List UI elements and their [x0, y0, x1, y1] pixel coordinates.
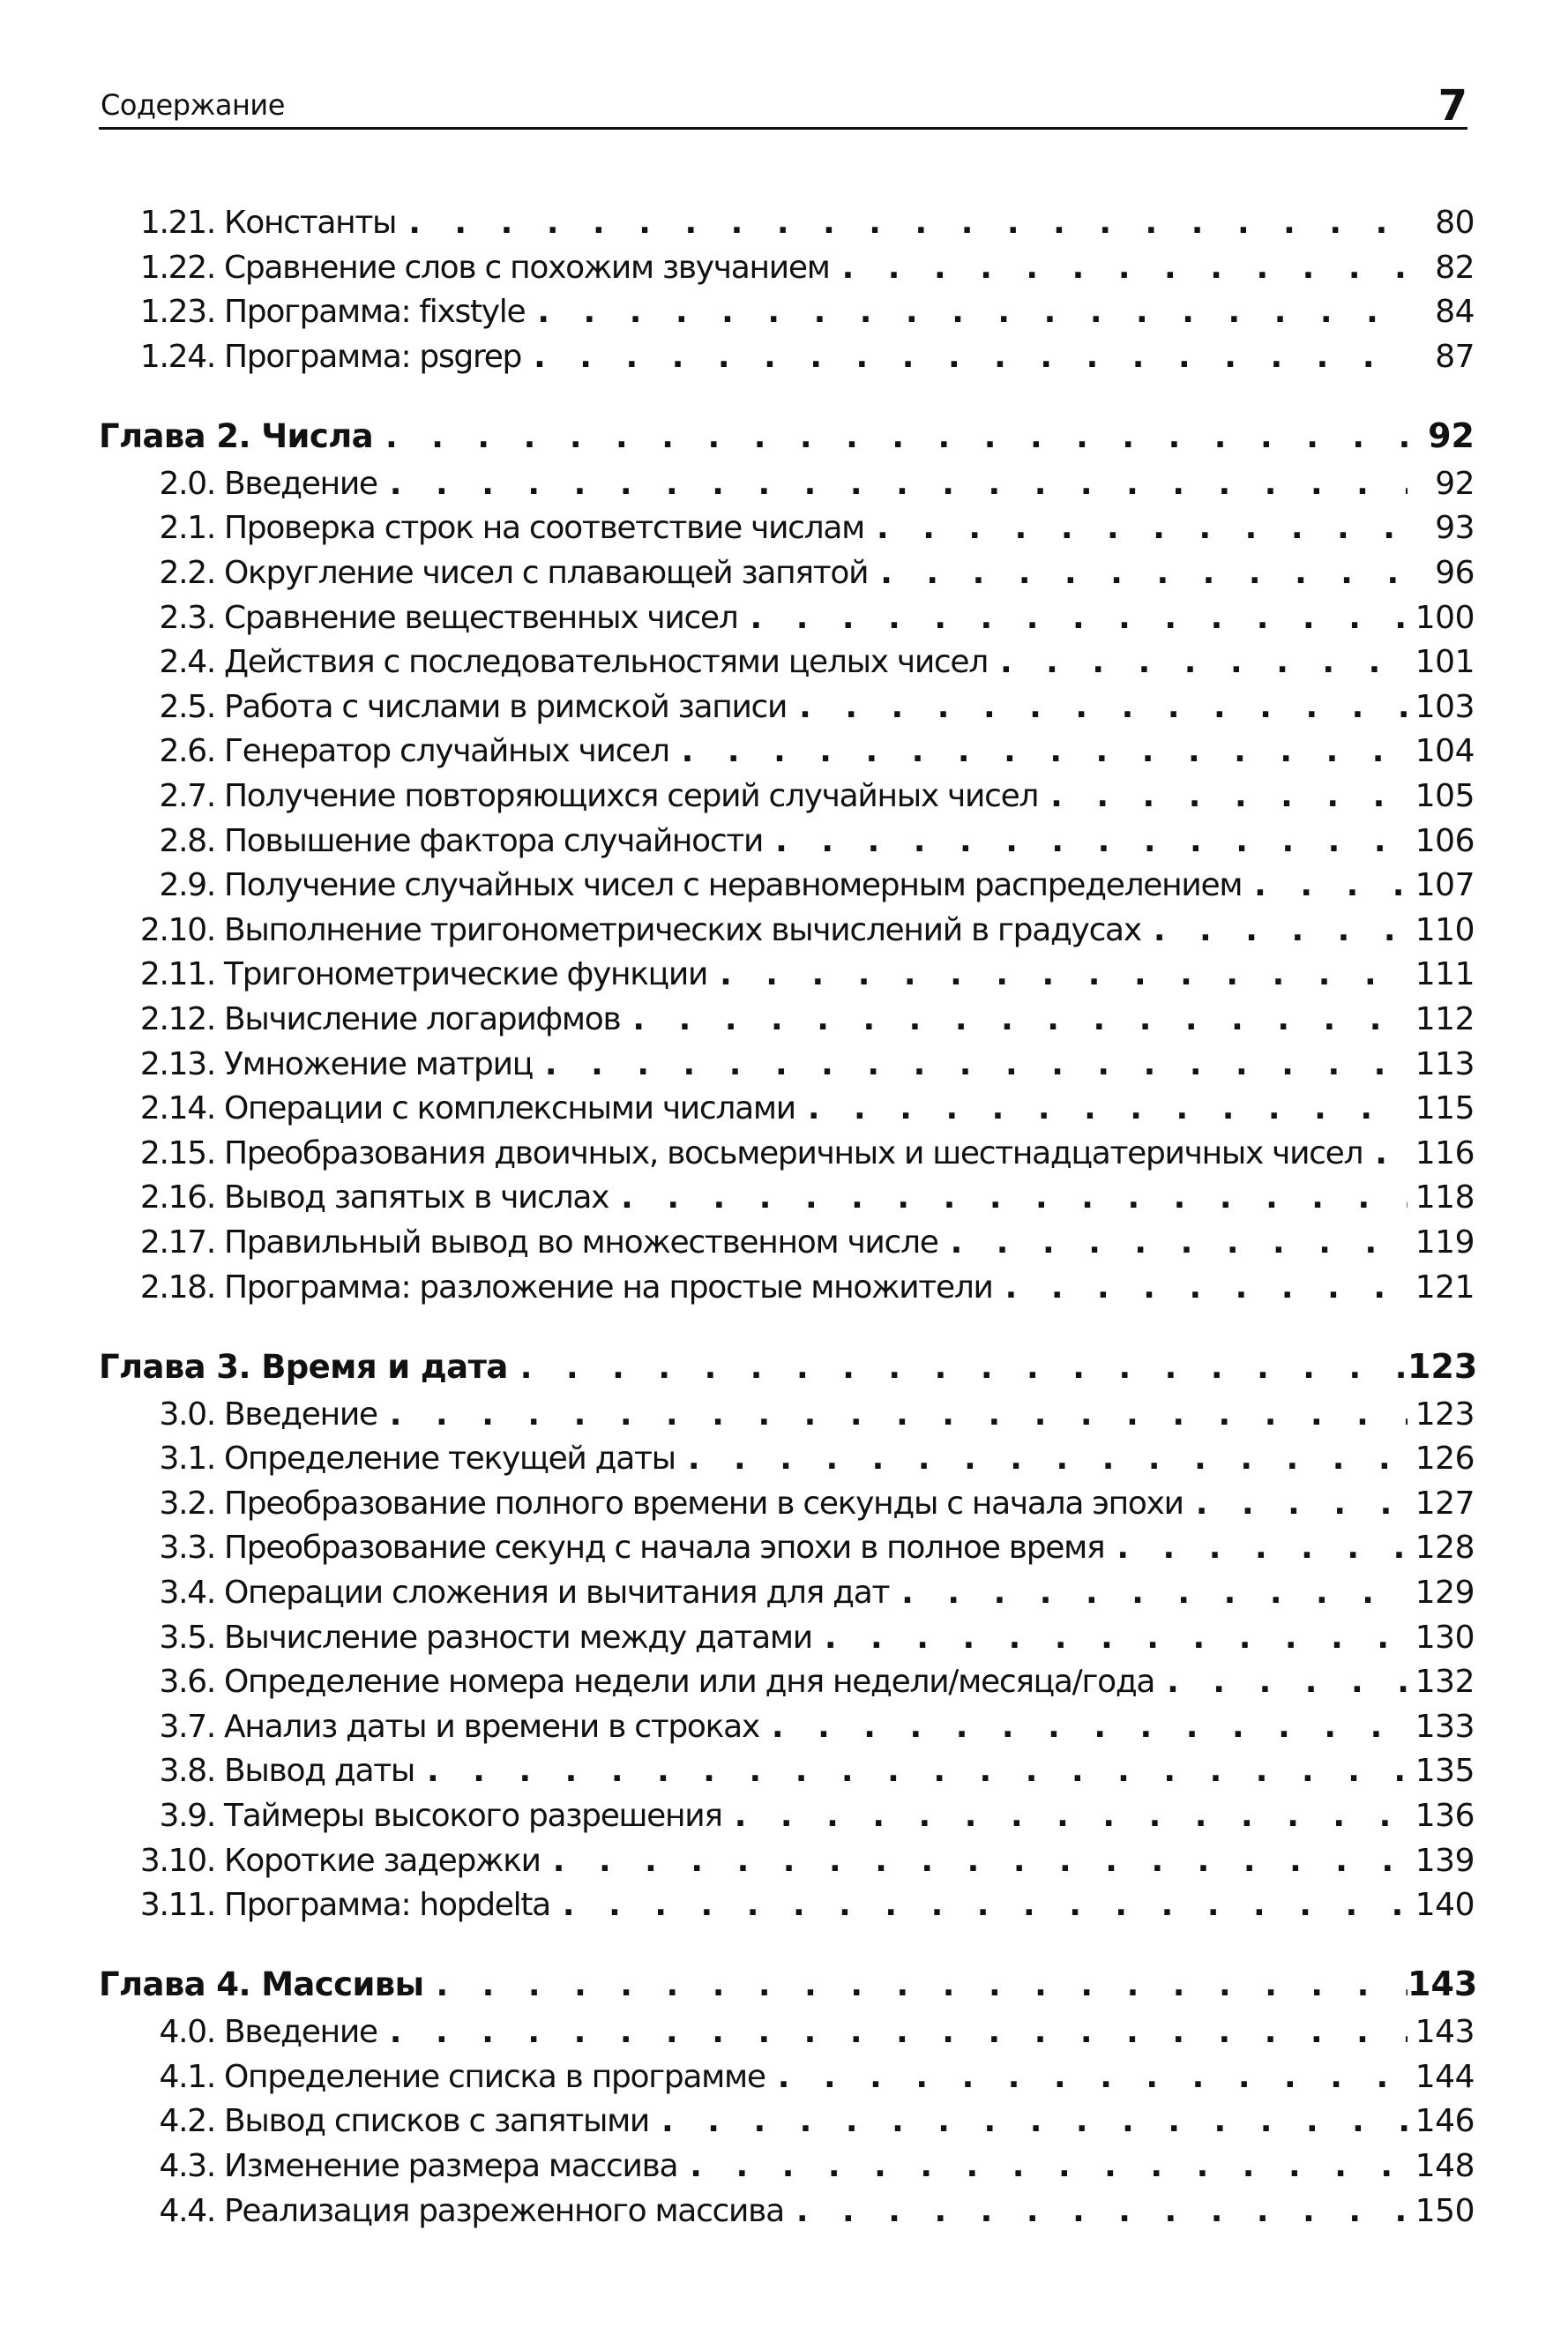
toc-section-title: Сравнение слов с похожим звучанием	[224, 249, 830, 286]
toc-chapter-entry	[99, 416, 1475, 459]
toc-section-entry	[99, 1575, 1475, 1617]
toc-leader-dots	[525, 294, 1407, 330]
toc-page-number: 148	[1415, 2148, 1475, 2184]
toc-section-entry	[99, 1843, 1475, 1885]
toc-page-number: 126	[1415, 1441, 1475, 1478]
toc-leader-dots	[864, 510, 1407, 546]
toc-leader-dots	[677, 2148, 1407, 2184]
toc-entry-label	[99, 1001, 620, 1037]
running-header-title: Содержание	[101, 88, 285, 122]
toc-section-number: 2.13.	[139, 1045, 215, 1082]
toc-section-entry	[99, 644, 1475, 686]
toc-section-number: 2.5.	[159, 688, 215, 725]
toc-section-entry	[99, 2193, 1475, 2235]
toc-entry-label	[99, 1090, 795, 1126]
toc-section-number: 2.9.	[159, 867, 215, 904]
toc-leader-dots	[722, 1798, 1407, 1834]
toc-leader-dots	[373, 419, 1407, 455]
toc-leader-dots	[812, 1620, 1407, 1656]
toc-section-title: Вывод даты	[224, 1753, 415, 1790]
toc-page-number: 119	[1415, 1224, 1475, 1261]
table-of-contents	[99, 0, 1478, 2350]
toc-section-number: 4.4.	[159, 2192, 215, 2229]
toc-entry-label	[99, 1664, 1154, 1700]
toc-section-title: Получение повторяющихся серий случайных чисел	[224, 778, 1039, 814]
toc-section-title: Выполнение тригонометрических вычислений в градусах	[224, 911, 1141, 948]
toc-section-number: 3.4.	[159, 1575, 215, 1611]
toc-section-number: 3.2.	[159, 1485, 215, 1522]
toc-section-number: 4.1.	[159, 2058, 215, 2095]
toc-entry-label	[99, 1396, 377, 1433]
toc-section-number: 1.21.	[139, 205, 215, 241]
toc-section-entry	[99, 1753, 1475, 1795]
toc-leader-dots	[550, 1887, 1407, 1923]
toc-page-number: 113	[1415, 1045, 1475, 1082]
toc-section-title: Операции сложения и вычитания для дат	[224, 1575, 890, 1611]
toc-section-title: Действия с последовательностями целых чисел	[224, 644, 988, 681]
toc-chapter-title: Глава 3. Время и дата	[99, 1347, 508, 1386]
toc-entry-label	[99, 2148, 677, 2184]
toc-section-title: Работа с числами в римской записи	[224, 688, 788, 725]
toc-entry-label	[99, 778, 1038, 814]
toc-section-entry	[99, 1001, 1475, 1044]
toc-leader-dots	[707, 956, 1407, 992]
toc-entry-label	[99, 1046, 533, 1082]
toc-entry-label	[99, 1530, 1104, 1566]
toc-section-number: 4.2.	[159, 2103, 215, 2140]
toc-section-number: 4.3.	[159, 2148, 215, 2184]
toc-page-number: 135	[1415, 1753, 1475, 1790]
toc-section-title: Программа: psgrep	[224, 338, 522, 375]
toc-leader-dots	[1183, 1486, 1407, 1522]
toc-section-entry	[99, 1709, 1475, 1751]
toc-leader-dots	[609, 1179, 1407, 1216]
toc-leader-dots	[377, 2014, 1407, 2050]
toc-section-entry	[99, 778, 1475, 820]
toc-section-number: 2.6.	[159, 733, 215, 770]
toc-entry-label	[99, 339, 521, 375]
toc-leader-dots	[377, 466, 1407, 502]
toc-entry-label	[99, 867, 1242, 903]
toc-entry-label	[99, 1179, 609, 1216]
toc-section-number: 3.7.	[159, 1708, 215, 1745]
toc-section-number: 2.2.	[159, 555, 215, 591]
toc-entry-label	[99, 823, 763, 859]
toc-section-title: Программа: разложение на простые множители	[224, 1269, 993, 1306]
toc-leader-dots	[830, 250, 1407, 286]
toc-section-title: Определение списка в программе	[224, 2058, 765, 2095]
toc-leader-dots	[1038, 778, 1407, 814]
toc-section-title: Повышение фактора случайности	[224, 822, 764, 859]
toc-page-number: 128	[1415, 1530, 1475, 1567]
toc-page-number: 110	[1415, 911, 1475, 948]
toc-page-number: 118	[1415, 1179, 1475, 1216]
toc-leader-dots	[521, 339, 1407, 375]
toc-entry-label	[99, 1887, 550, 1923]
toc-section-entry	[99, 1486, 1475, 1528]
toc-page-number: 84	[1435, 294, 1475, 331]
toc-section-title: Вывод списков с запятыми	[224, 2103, 650, 2140]
toc-section-number: 4.0.	[159, 2014, 215, 2051]
toc-leader-dots	[795, 1090, 1407, 1126]
toc-page-number: 130	[1415, 1619, 1475, 1656]
toc-section-entry	[99, 1664, 1475, 1706]
toc-section-number: 3.9.	[159, 1798, 215, 1834]
toc-leader-dots	[533, 1046, 1407, 1082]
toc-leader-dots	[377, 1396, 1407, 1433]
toc-page-number: 140	[1415, 1887, 1475, 1924]
toc-entry-label	[99, 733, 669, 769]
toc-section-number: 2.11.	[139, 956, 215, 993]
toc-page-number: 143	[1415, 2014, 1475, 2051]
toc-section-number: 3.3.	[159, 1530, 215, 1567]
toc-leader-dots	[620, 1001, 1407, 1037]
toc-section-entry	[99, 1887, 1475, 1929]
toc-page-number: 144	[1415, 2058, 1475, 2095]
toc-section-title: Правильный вывод во множественном числе	[224, 1224, 938, 1261]
toc-entry-label	[99, 2193, 784, 2229]
toc-section-number: 2.1.	[159, 510, 215, 547]
toc-entry-label	[99, 600, 738, 636]
toc-entry-label	[99, 644, 988, 680]
toc-entry-label	[99, 1348, 508, 1386]
toc-entry-label	[99, 912, 1141, 948]
toc-section-number: 1.23.	[139, 294, 215, 331]
toc-entry-label	[99, 2014, 377, 2050]
toc-section-number: 3.10.	[139, 1842, 215, 1879]
toc-page-number: 129	[1415, 1575, 1475, 1611]
toc-leader-dots	[508, 1350, 1407, 1386]
toc-section-title: Определение текущей даты	[224, 1441, 676, 1478]
toc-leader-dots	[396, 205, 1407, 241]
toc-page-number: 136	[1415, 1798, 1475, 1834]
toc-page-number: 127	[1415, 1485, 1475, 1522]
toc-entry-label	[99, 956, 707, 992]
toc-page-number: 93	[1435, 510, 1475, 547]
toc-section-title: Преобразование секунд с начала эпохи в полное время	[224, 1530, 1105, 1567]
toc-section-title: Генератор случайных чисел	[224, 733, 669, 770]
toc-leader-dots	[988, 644, 1407, 680]
toc-section-entry	[99, 2014, 1475, 2056]
toc-page-number: 96	[1435, 555, 1475, 591]
toc-section-number: 2.16.	[139, 1179, 215, 1216]
toc-section-entry	[99, 600, 1475, 642]
toc-chapter-title: Глава 2. Числа	[99, 416, 374, 455]
toc-page-number: 139	[1415, 1842, 1475, 1879]
toc-section-entry	[99, 823, 1475, 865]
toc-section-entry	[99, 1620, 1475, 1662]
toc-leader-dots	[1154, 1664, 1407, 1700]
toc-section-entry	[99, 510, 1475, 552]
toc-section-entry	[99, 912, 1475, 954]
toc-section-entry	[99, 250, 1475, 292]
toc-section-entry	[99, 555, 1475, 597]
toc-section-title: Вывод запятых в числах	[224, 1179, 609, 1216]
toc-entry-label	[99, 466, 377, 502]
toc-section-number: 2.12.	[139, 1001, 215, 1037]
toc-section-number: 3.1.	[159, 1441, 215, 1478]
toc-entry-label	[99, 555, 868, 591]
toc-entry-label	[99, 1486, 1183, 1522]
toc-section-title: Проверка строк на соответствие числам	[224, 510, 864, 547]
toc-page-number: 82	[1435, 249, 1475, 286]
toc-leader-dots	[1242, 867, 1407, 903]
toc-section-number: 2.4.	[159, 644, 215, 681]
toc-chapter-entry	[99, 1965, 1478, 2007]
toc-section-number: 2.10.	[139, 911, 215, 948]
page-number: 7	[1437, 81, 1467, 131]
toc-entry-label	[99, 510, 864, 546]
toc-leader-dots	[1141, 912, 1407, 948]
toc-leader-dots	[738, 600, 1408, 636]
toc-page-number: 80	[1435, 205, 1475, 241]
toc-section-number: 1.22.	[139, 249, 215, 286]
toc-section-number: 2.7.	[159, 778, 215, 814]
toc-leader-dots	[784, 2193, 1407, 2229]
toc-entry-label	[99, 250, 830, 286]
toc-section-title: Таймеры высокого разрешения	[224, 1798, 722, 1834]
toc-page-number: 133	[1415, 1708, 1475, 1745]
toc-leader-dots	[759, 1709, 1407, 1745]
toc-entry-label	[99, 2059, 765, 2095]
toc-chapter-entry	[99, 1346, 1478, 1389]
toc-leader-dots	[763, 823, 1407, 859]
toc-entry-label	[99, 1843, 541, 1879]
toc-page-number: 150	[1415, 2192, 1475, 2229]
toc-section-number: 2.8.	[159, 822, 215, 859]
toc-page-number: 107	[1415, 867, 1475, 904]
toc-section-entry	[99, 867, 1475, 909]
toc-entry-label	[99, 1269, 993, 1306]
toc-page-number: 123	[1407, 1346, 1478, 1386]
toc-entry-label	[99, 1753, 414, 1789]
toc-section-number: 3.5.	[159, 1619, 215, 1656]
toc-leader-dots	[889, 1575, 1407, 1611]
toc-section-title: Тригонометрические функции	[224, 956, 708, 993]
toc-leader-dots	[649, 2103, 1407, 2139]
toc-section-number: 3.11.	[139, 1887, 215, 1924]
toc-section-entry	[99, 1269, 1475, 1312]
toc-section-entry	[99, 1179, 1475, 1222]
toc-section-entry	[99, 1441, 1475, 1483]
toc-section-entry	[99, 2148, 1475, 2190]
toc-page-number: 100	[1415, 599, 1475, 636]
toc-leader-dots	[1363, 1135, 1407, 1171]
toc-section-entry	[99, 1135, 1475, 1178]
toc-entry-label	[99, 1965, 423, 2003]
toc-section-entry	[99, 339, 1475, 381]
toc-page-number: 115	[1415, 1090, 1475, 1127]
toc-section-entry	[99, 205, 1475, 247]
toc-section-number: 3.6.	[159, 1664, 215, 1701]
toc-entry-label	[99, 205, 396, 241]
toc-section-entry	[99, 1396, 1475, 1439]
toc-section-entry	[99, 1798, 1475, 1840]
toc-section-title: Операции с комплексными числами	[224, 1090, 795, 1127]
toc-page-number: 92	[1428, 415, 1475, 455]
toc-section-number: 2.3.	[159, 599, 215, 636]
toc-page-number: 87	[1435, 338, 1475, 375]
toc-chapter-title: Глава 4. Массивы	[99, 1965, 424, 2004]
toc-section-title: Вычисление логарифмов	[224, 1001, 621, 1037]
toc-leader-dots	[1104, 1530, 1407, 1566]
toc-section-entry	[99, 733, 1475, 775]
toc-page-number: 103	[1415, 688, 1475, 725]
toc-entry-label	[99, 294, 525, 330]
toc-page-number: 132	[1415, 1664, 1475, 1701]
toc-page-number: 121	[1415, 1269, 1475, 1306]
toc-entry-label	[99, 1441, 676, 1477]
toc-entry-label	[99, 1709, 759, 1745]
toc-entry-label	[99, 1798, 722, 1834]
toc-section-title: Умножение матриц	[224, 1045, 533, 1082]
toc-leader-dots	[787, 689, 1407, 725]
toc-section-title: Введение	[224, 1396, 377, 1433]
toc-page-number: 116	[1415, 1134, 1475, 1171]
toc-section-title: Программа: fixstyle	[224, 294, 526, 331]
toc-section-title: Округление чисел с плавающей запятой	[224, 555, 869, 591]
toc-section-number: 2.18.	[139, 1269, 215, 1306]
toc-section-entry	[99, 956, 1475, 999]
toc-section-number: 2.15.	[139, 1134, 215, 1171]
toc-section-entry	[99, 1090, 1475, 1133]
toc-section-entry	[99, 2103, 1475, 2145]
toc-page-number: 143	[1407, 1965, 1478, 2004]
toc-section-number: 2.0.	[159, 465, 215, 502]
toc-section-title: Преобразования двоичных, восьмеричных и шестнадцатеричных чисел	[224, 1134, 1363, 1171]
toc-section-title: Реализация разреженного массива	[224, 2192, 784, 2229]
toc-page-number: 106	[1415, 822, 1475, 859]
toc-page-number: 101	[1415, 644, 1475, 681]
toc-page-number: 123	[1415, 1396, 1475, 1433]
toc-section-entry	[99, 1530, 1475, 1572]
toc-leader-dots	[993, 1269, 1407, 1306]
toc-section-number: 1.24.	[139, 338, 215, 375]
toc-entry-label	[99, 1620, 812, 1656]
toc-section-title: Константы	[224, 205, 397, 241]
toc-page-number: 105	[1415, 778, 1475, 814]
toc-section-title: Короткие задержки	[224, 1842, 541, 1879]
toc-section-title: Преобразование полного времени в секунды с начала эпохи	[224, 1485, 1183, 1522]
toc-section-title: Сравнение вещественных чисел	[224, 599, 738, 636]
toc-entry-label	[99, 689, 787, 725]
toc-leader-dots	[423, 1967, 1407, 2003]
toc-leader-dots	[414, 1753, 1407, 1789]
toc-page-number: 146	[1415, 2103, 1475, 2140]
toc-entry-label	[99, 417, 373, 455]
toc-section-number: 3.0.	[159, 1396, 215, 1433]
toc-leader-dots	[541, 1843, 1407, 1879]
toc-section-title: Программа: hopdelta	[224, 1887, 550, 1924]
toc-leader-dots	[669, 733, 1407, 769]
toc-page-number: 111	[1415, 956, 1475, 993]
toc-section-title: Вычисление разности между датами	[224, 1619, 812, 1656]
toc-section-number: 2.17.	[139, 1224, 215, 1261]
toc-section-title: Определение номера недели или дня недели/месяца/года	[224, 1664, 1155, 1701]
toc-section-title: Введение	[224, 2014, 377, 2051]
toc-leader-dots	[868, 555, 1407, 591]
toc-section-number: 2.14.	[139, 1090, 215, 1127]
toc-section-entry	[99, 294, 1475, 336]
toc-section-entry	[99, 1224, 1475, 1267]
toc-section-entry	[99, 466, 1475, 508]
toc-page-number: 104	[1415, 733, 1475, 770]
toc-page-number: 92	[1435, 465, 1475, 502]
toc-section-title: Получение случайных чисел с неравномерным распределением	[224, 867, 1243, 904]
toc-section-entry	[99, 689, 1475, 731]
toc-leader-dots	[676, 1441, 1407, 1477]
toc-entry-label	[99, 2103, 649, 2139]
toc-section-title: Введение	[224, 465, 377, 502]
toc-entry-label	[99, 1575, 889, 1611]
toc-leader-dots	[765, 2059, 1407, 2095]
toc-entry-label	[99, 1135, 1363, 1171]
toc-section-title: Изменение размера массива	[224, 2148, 678, 2184]
toc-leader-dots	[938, 1224, 1407, 1261]
toc-section-number: 3.8.	[159, 1753, 215, 1790]
toc-section-title: Анализ даты и времени в строках	[224, 1708, 759, 1745]
toc-entry-label	[99, 1224, 938, 1261]
toc-page-number: 112	[1415, 1001, 1475, 1037]
toc-section-entry	[99, 1046, 1475, 1089]
toc-section-entry	[99, 2059, 1475, 2101]
